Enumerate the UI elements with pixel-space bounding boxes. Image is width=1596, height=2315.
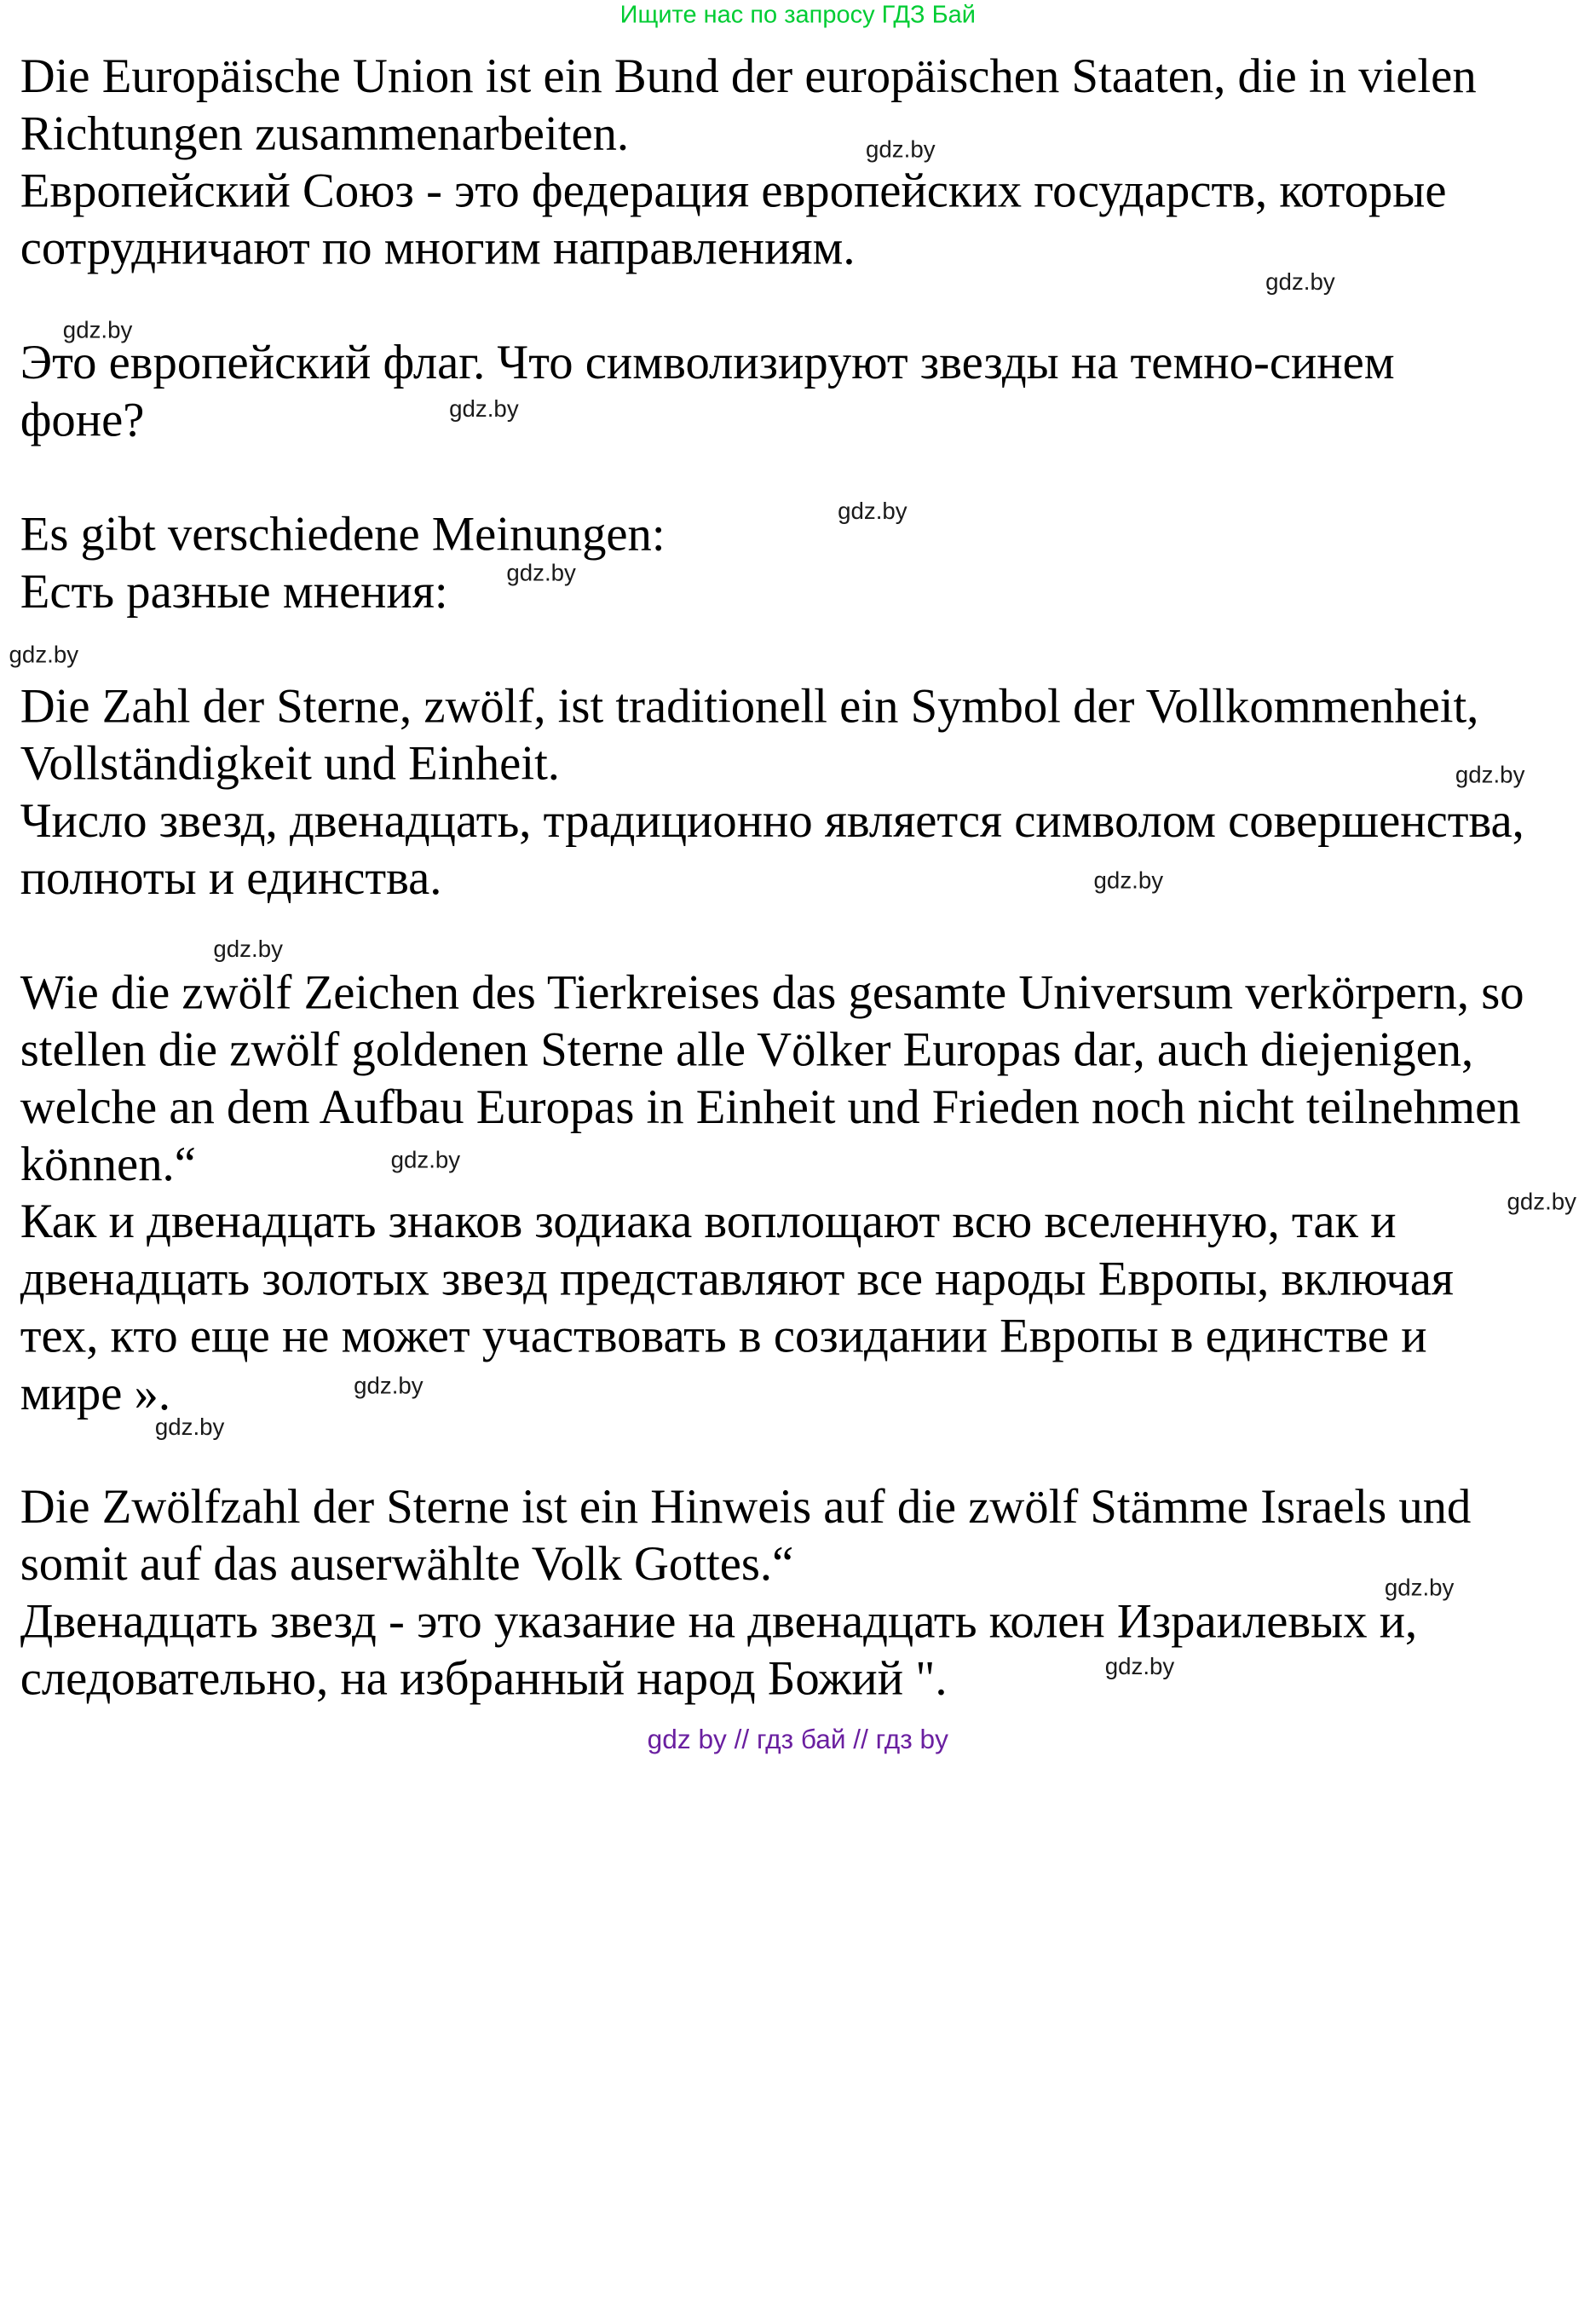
text-line: Как и двенадцать знаков зодиака воплощают всю вселенную, так и [20, 1195, 1397, 1249]
text-line: тех, кто еще не может участвовать в созидании Европы в единстве и [20, 1310, 1427, 1363]
watermark-text: gdz.by [838, 498, 907, 525]
text-line: Die Zwölfzahl der Sterne ist ein Hinweis auf die zwölf Stämme Israels und [20, 1481, 1472, 1535]
text-line: Vollständigkeit und Einheit. [20, 737, 560, 791]
text-line: Европейский Союз - это федерация европейских государств, которые [20, 164, 1447, 218]
watermark-text: gdz.by [62, 317, 133, 344]
watermark-text: gdz.by [1104, 1654, 1175, 1680]
text-line: somit auf das auserwählte Volk Gottes.“ [20, 1538, 794, 1592]
text-line: полноты и единства. [20, 852, 442, 906]
text-line: мире ». [20, 1368, 171, 1421]
watermark-text: gdz.by [213, 936, 283, 963]
watermark-text: gdz.by [1093, 867, 1164, 894]
footer-banner: gdz by // гдз бай // гдз by [647, 1725, 948, 1755]
watermark-text: gdz.by [9, 642, 79, 669]
text-line: сотрудничают по многим направлениям. [20, 222, 856, 275]
text-line: двенадцать золотых звезд представляют все народы Европы, включая [20, 1253, 1454, 1306]
text-line: Die Europäische Union ist ein Bund der europäischen Staaten, die in vielen [20, 50, 1477, 104]
text-line: следовательно, на избранный народ Божий ". [20, 1652, 948, 1706]
watermark-text: gdz.by [1507, 1189, 1577, 1215]
text-line: können.“ [20, 1138, 196, 1192]
text-line: Есть разные мнения: [20, 566, 448, 619]
header-banner: Ищите нас по запросу ГДЗ Бай [619, 0, 976, 28]
text-line: Richtungen zusammenarbeiten. [20, 107, 630, 161]
watermark-text: gdz.by [506, 560, 576, 586]
text-line: Число звезд, двенадцать, традиционно является символом совершенства, [20, 795, 1524, 848]
watermark-text: gdz.by [1455, 762, 1525, 789]
watermark-text: gdz.by [390, 1147, 461, 1174]
watermark-text: gdz.by [1265, 269, 1335, 296]
watermark-text: gdz.by [449, 396, 519, 423]
watermark-text: gdz.by [154, 1414, 225, 1441]
watermark-text: gdz.by [1384, 1575, 1455, 1602]
text-line: stellen die zwölf goldenen Sterne alle Völker Europas dar, auch diejenigen, [20, 1023, 1474, 1077]
text-line: welche an dem Aufbau Europas in Einheit und Frieden noch nicht teilnehmen [20, 1081, 1521, 1134]
text-line: Wie die zwölf Zeichen des Tierkreises das gesamte Universum verkörpern, so [20, 966, 1524, 1020]
watermark-text: gdz.by [866, 136, 936, 164]
text-line: Это европейский флаг. Что символизируют звезды на темно-синем [20, 337, 1395, 390]
text-line: Die Zahl der Sterne, zwölf, ist traditionell ein Symbol der Vollkommenheit, [20, 680, 1479, 734]
text-line: Es gibt verschiedene Meinungen: [20, 508, 665, 561]
text-line: Двенадцать звезд - это указание на двенадцать колен Израилевых и, [20, 1595, 1418, 1649]
watermark-text: gdz.by [354, 1373, 423, 1399]
text-line: фоне? [20, 394, 145, 447]
